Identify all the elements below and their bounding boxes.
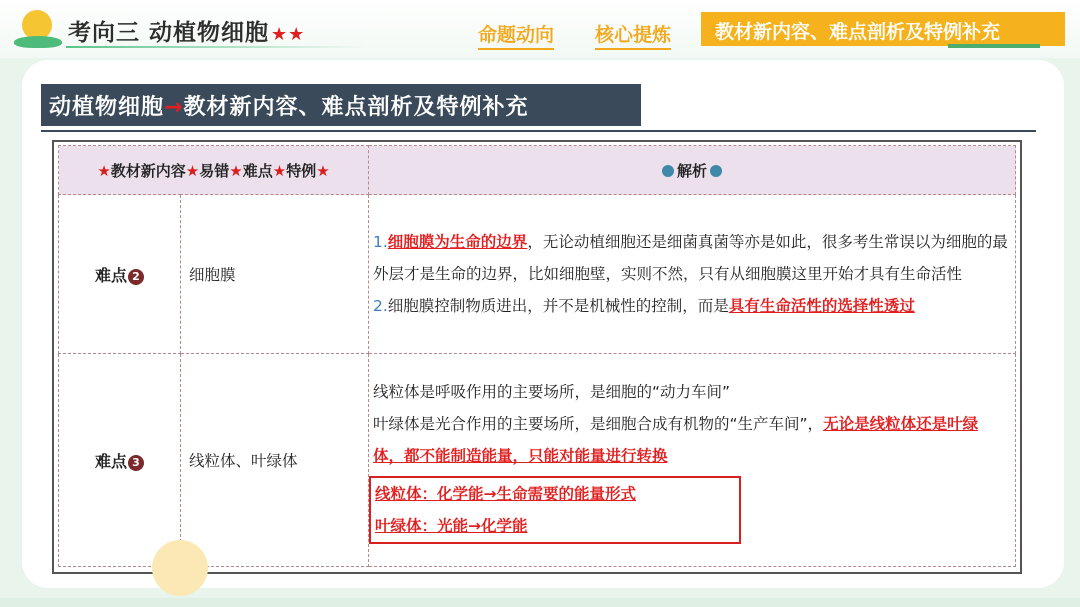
row-label: 难点 (94, 451, 127, 471)
line-text: 叶绿体是光合作用的主要场所，是细胞合成有机物的“生产车间”， (373, 415, 824, 433)
header-analysis-label: 解析 (676, 161, 707, 180)
table-header-row (59, 146, 1016, 195)
active-tab-indicator (948, 44, 1040, 48)
star-icon: ★ (272, 161, 287, 180)
star-icon: ★ (229, 161, 243, 180)
row-topic: 细胞膜 (181, 195, 369, 354)
point-index: 2. (373, 297, 388, 315)
star-icon: ★ (316, 161, 330, 180)
analysis-line-1: 线粒体是呼吸作用的主要场所，是细胞的“动力车间” (373, 383, 731, 401)
header-cat-2: 易错 (199, 161, 230, 180)
star-icon: ★ (185, 161, 200, 180)
analysis-table (58, 145, 1016, 567)
arrow-icon: → (164, 95, 184, 120)
star-icon: ★ (97, 161, 111, 180)
section-title (41, 84, 641, 126)
analysis-point-1 (373, 226, 1009, 290)
table-row (59, 195, 1016, 354)
number-badge: 2 (128, 269, 144, 285)
point-index: 1. (373, 233, 388, 251)
table-row (59, 354, 1016, 567)
analysis-line-2 (373, 408, 1009, 472)
highlight-text: 细胞膜为生命的边界 (387, 233, 528, 251)
bottom-decoration (0, 598, 1080, 607)
section-title-part1: 动植物细胞 (49, 95, 165, 120)
row-label-cell (59, 354, 181, 567)
box-line-1: 线粒体：化学能→生命需要的能量形式 (375, 485, 636, 503)
header-cat-1: 教材新内容 (110, 161, 186, 180)
tab-trend[interactable]: 命题动向 (478, 20, 554, 50)
highlight-text: 具有生命活性的选择性透过 (728, 297, 915, 315)
leaf-decoration-icon (14, 36, 62, 48)
title-underline (66, 46, 366, 48)
analysis-point-2 (373, 290, 1009, 322)
highlight-text: 无论是线粒体还是叶绿体，都不能制造能量，只能对能量进行转换 (373, 415, 979, 465)
row-label-cell (59, 195, 181, 354)
dot-icon (710, 165, 722, 177)
header-cat-4: 特例 (286, 161, 317, 180)
header-analysis (369, 146, 1016, 195)
dot-icon (662, 165, 674, 177)
row-analysis (369, 195, 1016, 354)
point-text: 细胞膜控制物质进出，并不是机械性的控制，而是 (387, 297, 729, 315)
section-title-part2: 教材新内容、难点剖析及特例补充 (183, 95, 529, 120)
energy-conversion-box (369, 476, 741, 544)
header-categories (59, 146, 369, 195)
row-analysis (369, 354, 1016, 567)
number-badge: 3 (128, 455, 144, 471)
row-label: 难点 (94, 265, 127, 285)
tab-new-content[interactable]: 教材新内容、难点剖析及特例补充 (701, 12, 1065, 46)
page-title (68, 14, 305, 47)
section-divider (41, 130, 1036, 132)
difficulty-stars: ★★ (271, 24, 306, 45)
tab-core[interactable]: 核心提炼 (595, 20, 671, 50)
row-topic: 线粒体、叶绿体 (181, 354, 369, 567)
box-line-2: 叶绿体：光能→化学能 (375, 517, 528, 535)
header-cat-3: 难点 (242, 161, 273, 180)
circle-decoration (152, 540, 208, 596)
page-title-text: 考向三 动植物细胞 (68, 20, 270, 46)
point-text: ，无论动植细胞还是细菌真菌等亦是如此，很多考生常误以为细胞的最外层才是生命的边界，比如细胞壁，实则不然，只有从细胞膜这里开始才具有生命活性 (373, 233, 1008, 283)
